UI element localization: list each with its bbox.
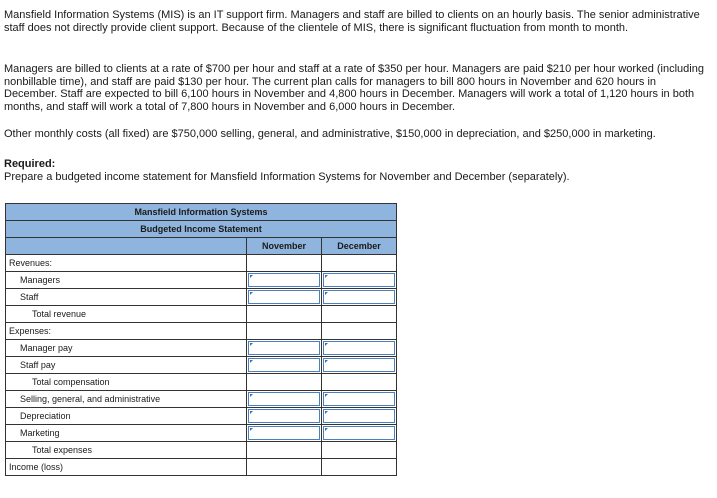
total-revenue-december-cell [322, 306, 397, 323]
row-total-compensation [6, 374, 397, 391]
row-label: Selling, general, and administrative [6, 391, 247, 408]
staff-revenue-december-input[interactable] [322, 289, 397, 306]
row-staff-pay [6, 357, 397, 374]
row-label: Total expenses [6, 442, 247, 459]
row-depreciation [6, 408, 397, 425]
row-expenses [6, 323, 397, 340]
row-sga [6, 391, 397, 408]
staff-pay-november-input[interactable] [247, 357, 322, 374]
row-label: Depreciation [6, 408, 247, 425]
row-label: Marketing [6, 425, 247, 442]
income-november-cell [247, 459, 322, 476]
required-text: Prepare a budgeted income statement for Mansfield Information Systems for November and December (separately). [4, 171, 570, 183]
row-label: Expenses: [6, 323, 247, 340]
row-label: Total revenue [6, 306, 247, 323]
staff-revenue-november-input[interactable] [247, 289, 322, 306]
row-label: Managers [6, 272, 247, 289]
staff-pay-december-input[interactable] [322, 357, 397, 374]
row-marketing [6, 425, 397, 442]
total-expenses-november-cell [247, 442, 322, 459]
required-heading: Required: [4, 158, 56, 170]
statement-title: Budgeted Income Statement [6, 221, 397, 238]
income-december-cell [322, 459, 397, 476]
managers-revenue-november-input[interactable] [247, 272, 322, 289]
row-label: Revenues: [6, 255, 247, 272]
sga-november-input[interactable] [247, 391, 322, 408]
header-blank [6, 238, 247, 255]
total-expenses-december-cell [322, 442, 397, 459]
problem-paragraph-3: Other monthly costs (all fixed) are $750,000 selling, general, and administrative, $150,000 in depreciation, and $250,000 in marketing. [4, 128, 656, 140]
manager-pay-december-input[interactable] [322, 340, 397, 357]
row-income-loss [6, 459, 397, 476]
row-total-revenue [6, 306, 397, 323]
row-managers [6, 272, 397, 289]
row-staff [6, 289, 397, 306]
total-compensation-december-cell [322, 374, 397, 391]
company-name: Mansfield Information Systems [6, 204, 397, 221]
cell-empty [247, 255, 322, 272]
row-label: Manager pay [6, 340, 247, 357]
income-statement-table [5, 203, 397, 476]
row-revenues [6, 255, 397, 272]
cell-empty [322, 255, 397, 272]
row-total-expenses [6, 442, 397, 459]
cell-empty [322, 323, 397, 340]
sga-december-input[interactable] [322, 391, 397, 408]
total-compensation-november-cell [247, 374, 322, 391]
cell-empty [247, 323, 322, 340]
total-revenue-november-cell [247, 306, 322, 323]
row-manager-pay [6, 340, 397, 357]
column-november: November [247, 238, 322, 255]
row-label: Total compensation [6, 374, 247, 391]
row-label: Staff [6, 289, 247, 306]
depreciation-december-input[interactable] [322, 408, 397, 425]
marketing-november-input[interactable] [247, 425, 322, 442]
problem-paragraph-1: Mansfield Information Systems (MIS) is an IT support firm. Managers and staff are billed to clients on an hourly basis. The senior administrative staff does not directly provide client support. Because of the clientele of MIS, there is significant fluctuation from month to month. [4, 9, 700, 34]
problem-paragraph-2: Managers are billed to clients at a rate of $700 per hour and staff at a rate of $350 per hour. Managers are paid $210 per hour worked (including nonbillable time), and staff are paid $130 per hour. The current plan calls for managers to bill 800 hours in November and 620 hours in December. Staff are expected to bill 6,100 hours in November and 4,800 hours in December. Managers will work a total of 1,120 hours in both months, and staff will work a total of 7,800 hours in November and 6,000 hours in December. [4, 63, 704, 113]
managers-revenue-december-input[interactable] [322, 272, 397, 289]
manager-pay-november-input[interactable] [247, 340, 322, 357]
row-label: Staff pay [6, 357, 247, 374]
row-label: Income (loss) [6, 459, 247, 476]
column-december: December [322, 238, 397, 255]
marketing-december-input[interactable] [322, 425, 397, 442]
depreciation-november-input[interactable] [247, 408, 322, 425]
